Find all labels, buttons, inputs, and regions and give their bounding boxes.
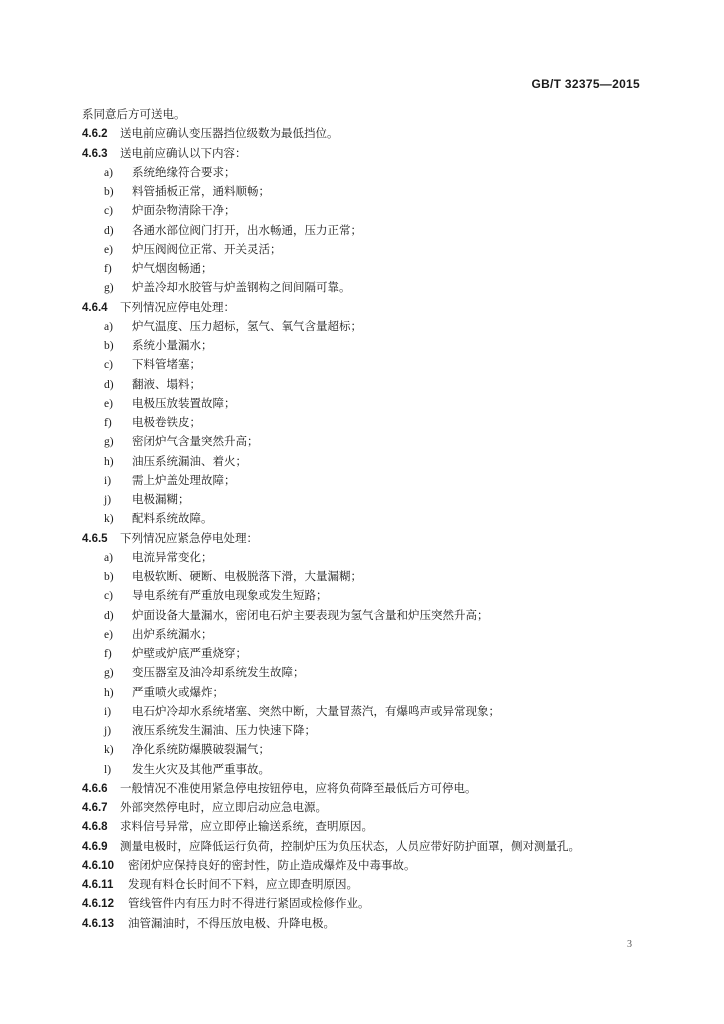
- list-item-label: d): [104, 224, 114, 237]
- list-item: [82, 452, 642, 471]
- list-item-label: c): [104, 205, 113, 218]
- clause-number: 4.6.5: [82, 532, 108, 545]
- page-number: 3: [627, 939, 632, 950]
- list-item-text: 电石炉冷却水系统堵塞、突然中断，大量冒蒸汽，有爆鸣声或异常现象；: [132, 703, 500, 718]
- list-item: [82, 490, 642, 509]
- list-item-text: 炉盖冷却水胶管与炉盖钢构之间间隔可靠。: [132, 280, 351, 295]
- list-item-text: 电极软断、硬断、电极脱落下滑，大量漏糊；: [132, 569, 362, 583]
- list-item-text: 密闭炉气含量突然升高；: [132, 434, 259, 449]
- list-item-label: e): [104, 243, 113, 256]
- clause-line: [82, 837, 642, 856]
- list-item-text: 炉壁或炉底严重烧穿；: [132, 646, 247, 660]
- clause-number: 4.6.10: [82, 859, 114, 872]
- list-item: [82, 240, 642, 259]
- clause-text: 管线管件内有压力时不得进行紧固或检修作业。: [128, 896, 370, 911]
- clause-line: [82, 779, 642, 798]
- list-item-label: k): [104, 513, 114, 526]
- list-item-label: b): [104, 340, 114, 352]
- clause-text: 下列情况应停电处理：: [120, 299, 235, 314]
- list-item-label: d): [104, 378, 114, 391]
- list-item: [82, 644, 642, 663]
- clause-text: 一般情况不准使用紧急停电按钮停电，应将负荷降至最低后方可停电。: [120, 780, 477, 795]
- clause-line: [82, 529, 642, 548]
- list-item: [82, 760, 642, 779]
- clause-line: [82, 875, 642, 894]
- list-item-label: g): [104, 282, 114, 295]
- clause-number: 4.6.7: [82, 802, 108, 814]
- list-item-text: 系统小量漏水；: [132, 338, 213, 352]
- list-item-label: a): [104, 166, 113, 179]
- list-item-text: 发生火灾及其他严重事故。: [132, 761, 270, 776]
- list-item: [82, 567, 642, 586]
- list-item-text: 料管插板正常，通料顺畅；: [132, 184, 270, 198]
- list-item-label: b): [104, 186, 114, 198]
- list-item: [82, 683, 642, 702]
- list-item-label: b): [104, 571, 114, 583]
- list-item-text: 系统绝缘符合要求；: [132, 164, 236, 179]
- list-item-text: 需上炉盖处理故障；: [132, 472, 236, 487]
- list-item-label: c): [104, 359, 113, 372]
- list-item-text: 电极压放装置故障；: [132, 395, 236, 410]
- clause-line: [82, 817, 642, 836]
- list-item-text: 出炉系统漏水；: [132, 626, 213, 641]
- clause-line: [82, 894, 642, 913]
- clause-text: 下列情况应紧急停电处理：: [120, 530, 258, 545]
- list-item: [82, 702, 642, 721]
- clause-number: 4.6.11: [82, 879, 114, 891]
- list-item: [82, 278, 642, 297]
- list-item-label: f): [104, 648, 112, 660]
- list-item: [82, 548, 642, 567]
- list-item: [82, 375, 642, 394]
- clause-text: 外部突然停电时，应立即启动应急电源。: [120, 800, 327, 814]
- document-body: [82, 105, 642, 933]
- list-item-text: 电极漏糊；: [132, 492, 190, 506]
- list-item-label: h): [104, 455, 114, 468]
- list-item-label: i): [104, 474, 112, 487]
- list-item: [82, 221, 642, 240]
- standard-number: GB/T 32375—2015: [531, 77, 640, 91]
- list-item: [82, 182, 642, 201]
- list-item-text: 导电系统有严重放电现象或发生短路；: [132, 588, 328, 603]
- clause-number: 4.6.12: [82, 898, 114, 911]
- list-item: [82, 259, 642, 278]
- list-item: [82, 317, 642, 336]
- list-item-label: j): [104, 725, 112, 737]
- list-item-text: 变压器室及油冷却系统发生故障；: [132, 665, 305, 680]
- list-item-text: 电流异常变化；: [132, 549, 213, 564]
- list-item-label: e): [104, 628, 113, 641]
- clause-text: 求料信号异常，应立即停止输送系统，查明原因。: [120, 819, 373, 834]
- list-item-label: g): [104, 436, 114, 449]
- list-item-label: e): [104, 397, 113, 410]
- clause-line: [82, 124, 642, 143]
- list-item-text: 翻液、塌料；: [132, 376, 201, 391]
- list-item-text: 配料系统故障。: [132, 511, 213, 526]
- list-item: [82, 201, 642, 220]
- clause-text: 送电前应确认变压器挡位级数为最低挡位。: [120, 126, 339, 141]
- clause-line: [82, 856, 642, 875]
- clause-text: 测量电极时，应降低运行负荷，控制炉压为负压状态，人员应带好防护面罩，侧对测量孔。: [120, 838, 580, 853]
- list-item: [82, 394, 642, 413]
- list-item: [82, 432, 642, 451]
- list-item: [82, 509, 642, 528]
- list-item: [82, 721, 642, 740]
- list-item-text: 炉气烟囱畅通；: [132, 261, 213, 275]
- clause-line: [82, 298, 642, 317]
- list-item-text: 电极卷铁皮；: [132, 415, 201, 429]
- clause-number: 4.6.6: [82, 782, 108, 795]
- list-item-label: f): [104, 417, 112, 429]
- list-item: [82, 471, 642, 490]
- clause-line: [82, 798, 642, 817]
- list-item-label: f): [104, 263, 112, 275]
- list-item-label: c): [104, 590, 113, 603]
- list-item-text: 油压系统漏油、着火；: [132, 453, 247, 468]
- clause-text: 油管漏油时，不得压放电极、升降电极。: [128, 915, 335, 930]
- continuation-line: 系同意后方可送电。: [82, 107, 186, 121]
- clause-number: 4.6.13: [82, 917, 114, 930]
- list-item: [82, 355, 642, 374]
- clause-number: 4.6.4: [82, 301, 108, 314]
- list-item-label: g): [104, 667, 114, 680]
- clause-line: [82, 144, 642, 163]
- list-item-text: 炉压阀阀位正常、开关灵活；: [132, 241, 282, 256]
- list-item-text: 液压系统发生漏油、压力快速下降；: [132, 723, 316, 737]
- list-item-text: 下料管堵塞；: [132, 357, 201, 372]
- clause-text: 送电前应确认以下内容：: [120, 145, 247, 160]
- list-item-text: 炉气温度、压力超标，氢气、氧气含量超标；: [132, 318, 362, 333]
- list-item: [82, 413, 642, 432]
- list-item-label: j): [104, 494, 112, 506]
- list-item-label: h): [104, 686, 114, 699]
- clause-number: 4.6.9: [82, 840, 108, 853]
- clause-number: 4.6.3: [82, 147, 108, 160]
- clause-number: 4.6.8: [82, 821, 108, 834]
- clause-line: [82, 914, 642, 933]
- list-item: [82, 163, 642, 182]
- list-item-label: d): [104, 609, 114, 622]
- list-item-label: i): [104, 705, 112, 718]
- list-item-label: l): [104, 763, 112, 776]
- list-item-text: 严重喷火或爆炸；: [132, 684, 224, 699]
- list-item-text: 炉面设备大量漏水，密闭电石炉主要表现为氢气含量和炉压突然升高；: [132, 607, 489, 622]
- list-item-label: a): [104, 320, 113, 333]
- clause-number: 4.6.2: [82, 128, 108, 141]
- list-item-text: 净化系统防爆膜破裂漏气；: [132, 742, 270, 757]
- list-item-label: a): [104, 551, 113, 564]
- list-item: [82, 586, 642, 605]
- list-item: [82, 606, 642, 625]
- list-item: [82, 740, 642, 759]
- list-item: [82, 663, 642, 682]
- clause-text: 发现有料仓长时间不下料，应立即查明原因。: [128, 877, 358, 891]
- clause-text: 密闭炉应保持良好的密封性，防止造成爆炸及中毒事故。: [128, 857, 416, 872]
- list-item-text: 各通水部位阀门打开，出水畅通，压力正常；: [132, 222, 362, 237]
- list-item: [82, 336, 642, 355]
- list-item-label: k): [104, 744, 114, 757]
- list-item: [82, 625, 642, 644]
- list-item-text: 炉面杂物清除干净；: [132, 203, 236, 218]
